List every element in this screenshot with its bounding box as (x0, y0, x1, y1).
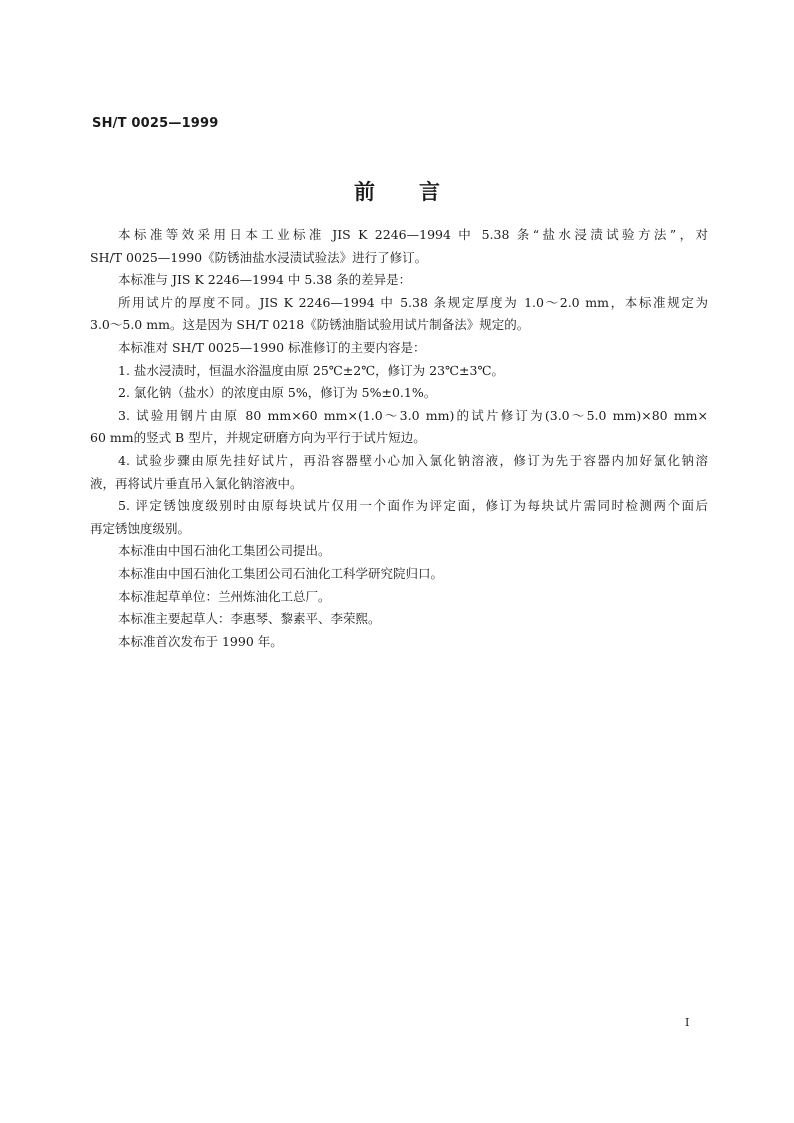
title-char-2: 言 (419, 180, 440, 204)
paragraph-line: 本标准等效采用日本工业标准 JIS K 2246—1994 中 5.38 条“盐水浸渍试验方法”，对 (118, 227, 708, 242)
paragraph: 本标准起草单位：兰州炼油化工总厂。 (118, 588, 331, 604)
paragraph-line: 所用试片的厚度不同。JIS K 2246—1994 中 5.38 条规定厚度为 1.0～2.0 mm，本标准规定为 (118, 294, 708, 310)
paragraph: 本标准首次发布于 1990 年。 (118, 633, 283, 649)
standard-code: SH/T 0025—1999 (92, 116, 219, 131)
list-item: 1. 盐水浸渍时，恒温水浴温度由原 25℃±2℃，修订为 23℃±3℃。 (118, 362, 504, 378)
page-title (0, 176, 794, 206)
paragraph-line: 3.0～5.0 mm。这是因为 SH/T 0218《防锈油脂试验用试片制备法》规定的。 (90, 317, 530, 333)
page-number: I (685, 1016, 690, 1029)
list-item-line: 再定锈蚀度级别。 (90, 520, 191, 536)
list-item-line: 液，再将试片垂直吊入氯化钠溶液中。 (90, 475, 303, 491)
paragraph: 本标准由中国石油化工集团公司提出。 (118, 543, 331, 559)
paragraph: 本标准由中国石油化工集团公司石油化工科学研究院归口。 (118, 565, 444, 581)
list-item-line: 60 mm的竖式 B 型片，并规定研磨方向为平行于试片短边。 (90, 430, 426, 446)
list-item-line: 4. 试验步骤由原先挂好试片，再沿容器壁小心加入氯化钠溶液，修订为先于容器内加好氯化钠溶 (118, 452, 708, 468)
paragraph: 本标准对 SH/T 0025—1990 标准修订的主要内容是： (118, 339, 426, 355)
preface-body (90, 224, 708, 653)
paragraph: 本标准主要起草人：李惠琴、黎素平、李荣熙。 (118, 611, 381, 627)
paragraph: 本标准与 JIS K 2246—1994 中 5.38 条的差异是： (118, 272, 412, 288)
list-item-line: 5. 评定锈蚀度级别时由原每块试片仅用一个面作为评定面，修订为每块试片需同时检测两个面后 (118, 498, 708, 514)
paragraph-line: SH/T 0025—1990《防锈油盐水浸渍试验法》进行了修订。 (90, 249, 428, 265)
title-char-1: 前 (354, 180, 375, 204)
list-item: 2. 氯化钠（盐水）的浓度由原 5%，修订为 5%±0.1%。 (118, 385, 437, 401)
list-item-line: 3. 试验用钢片由原 80 mm×60 mm×(1.0～3.0 mm)的试片修订为(3.0～5.0 mm)×80 mm× (118, 407, 708, 423)
